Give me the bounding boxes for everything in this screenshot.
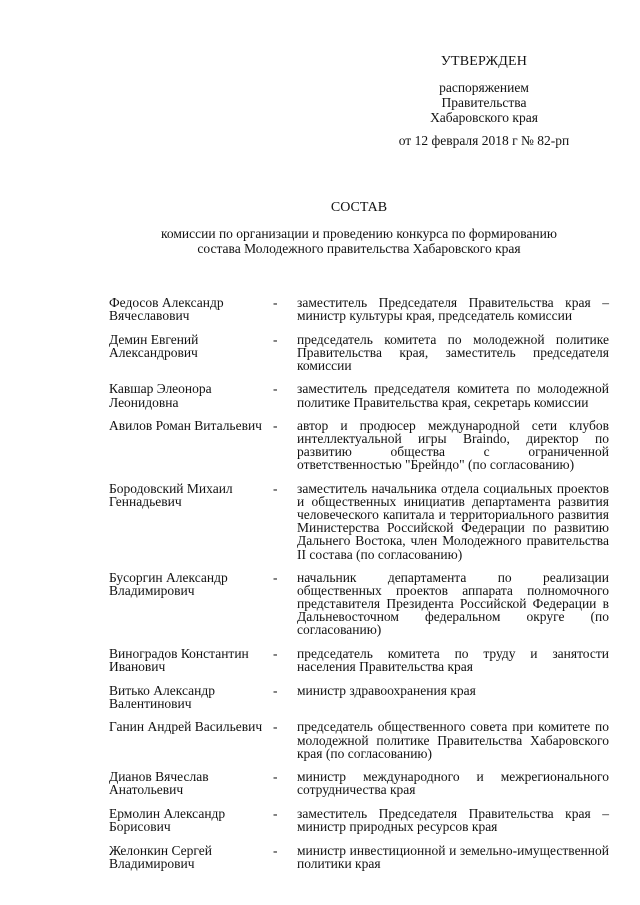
- approval-block: [370, 54, 598, 148]
- member-position: заместитель Председателя Правительства края – министр культуры края, председатель комиссии: [297, 295, 609, 324]
- member-dash: -: [273, 682, 278, 698]
- document-subtitle-line: состава Молодежного правительства Хабаровского края: [197, 241, 521, 256]
- member-dash: -: [273, 481, 278, 497]
- member-position: министр здравоохранения края: [297, 682, 476, 698]
- member-name: Виноградов Константин Иванович: [109, 646, 249, 675]
- member-name: Федосов Александр Вячеславович: [109, 295, 224, 324]
- approval-line: Хабаровского края: [430, 110, 538, 125]
- member-row: [109, 720, 609, 759]
- member-position: председатель общественного совета при комитете по молодежной политике Правительства Хабаровского края (по согласованию): [297, 719, 609, 761]
- approval-date: от 12 февраля 2018 г № 82-рп: [398, 133, 570, 148]
- member-dash: -: [273, 570, 278, 586]
- member-position: министр инвестиционной и земельно-имущественной политики края: [297, 842, 609, 871]
- member-dash: -: [273, 418, 278, 434]
- member-dash: -: [273, 331, 278, 347]
- member-dash: -: [273, 769, 278, 785]
- member-name: Витько Александр Валентинович: [109, 682, 215, 711]
- member-position: автор и продюсер международной сети клубов интеллектуальной игры Braindo, директор по развитию общества с ограниченной ответственностью "Брейндо" (по согласованию): [297, 418, 609, 473]
- member-name: Авилов Роман Витальевич: [109, 418, 262, 434]
- member-position: заместитель председателя комитета по молодежной политике Правительства края, секретарь комиссии: [297, 381, 609, 410]
- member-row: [109, 647, 609, 673]
- member-name: Дианов Вячеслав Анатольевич: [109, 769, 209, 798]
- member-name: Ганин Андрей Васильевич: [109, 719, 263, 735]
- member-row: [109, 419, 609, 471]
- approval-line: Правительства: [441, 95, 527, 110]
- document-title: СОСТАВ: [330, 200, 388, 215]
- member-row: [109, 333, 609, 372]
- member-name: Бусоргин Александр Владимирович: [109, 570, 228, 599]
- members-list: [109, 296, 609, 880]
- member-row: [109, 482, 609, 561]
- member-name: Желонкин Сергей Владимирович: [109, 842, 212, 871]
- document-heading: [110, 200, 608, 256]
- member-dash: -: [273, 842, 278, 858]
- member-row: [109, 382, 609, 408]
- member-row: [109, 807, 609, 833]
- approval-line: распоряжением: [439, 80, 529, 95]
- member-position: министр международного и межрегионального сотрудничества края: [297, 769, 609, 798]
- member-dash: -: [273, 381, 278, 397]
- member-row: [109, 684, 609, 710]
- member-row: [109, 844, 609, 870]
- member-name: Кавшар Элеонора Леонидовна: [109, 381, 212, 410]
- member-name: Бородовский Михаил Геннадьевич: [109, 481, 233, 510]
- member-dash: -: [273, 646, 278, 662]
- member-position: начальник департамента по реализации общественных проектов аппарата полномочного представителя Президента Российской Федерации в Дальневосточном федеральном округе (по согласованию): [297, 570, 609, 638]
- approval-stamp: УТВЕРЖДЕН: [440, 54, 528, 69]
- member-dash: -: [273, 805, 278, 821]
- member-dash: -: [273, 719, 278, 735]
- member-position: председатель комитета по молодежной политике Правительства края, заместитель председателя комиссии: [297, 331, 609, 373]
- member-name: Демин Евгений Александрович: [109, 331, 199, 360]
- member-row: [109, 571, 609, 636]
- member-dash: -: [273, 295, 278, 310]
- member-position: председатель комитета по труду и занятости населения Правительства края: [297, 646, 609, 675]
- member-position: заместитель Председателя Правительства края – министр природных ресурсов края: [297, 805, 609, 834]
- member-name: Ермолин Александр Борисович: [109, 805, 226, 834]
- document-subtitle-line: комиссии по организации и проведению конкурса по формированию: [161, 226, 557, 241]
- member-row: [109, 770, 609, 796]
- member-row: [109, 296, 609, 322]
- member-position: заместитель начальника отдела социальных проектов и общественных инициатив департамента развития человеческого капитала и территориального развития Министерства Российской Федерации по развитию Дальнего Востока, член Молодежного правительства II состава (по согласованию): [297, 481, 609, 562]
